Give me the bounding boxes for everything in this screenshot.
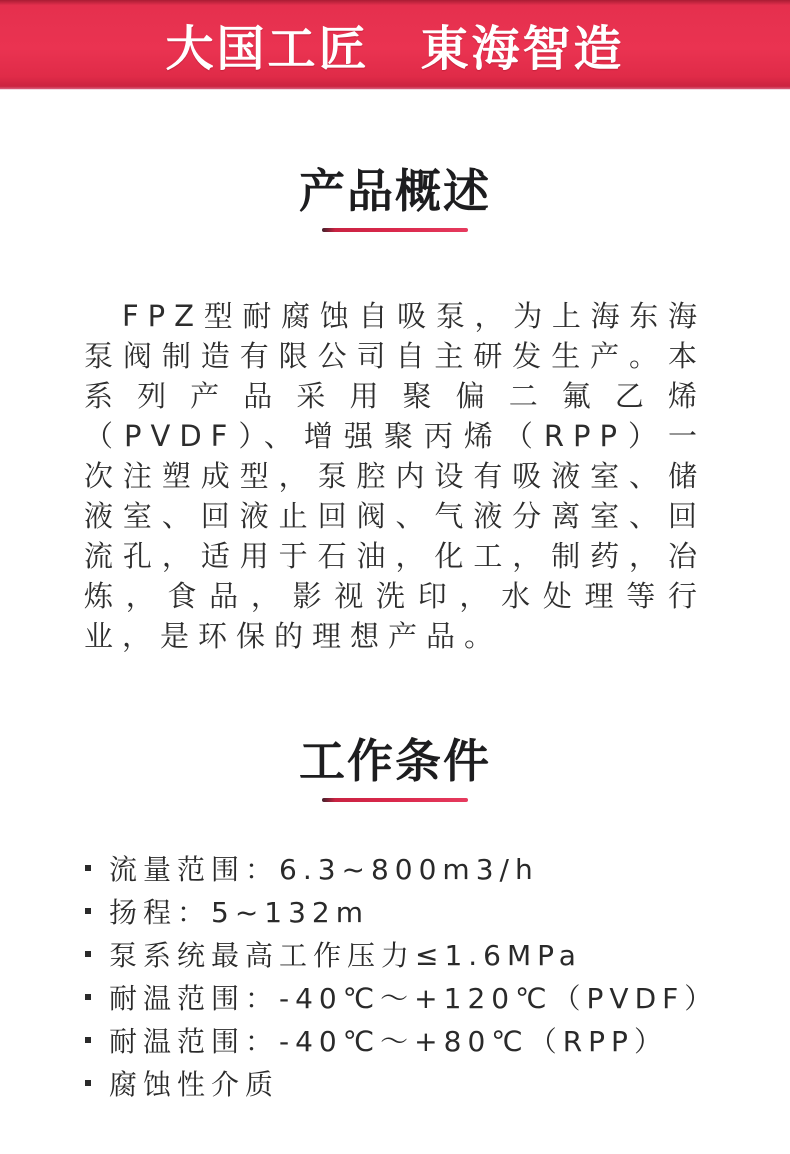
overview-paragraph: FPZ型耐腐蚀自吸泵，为上海东海泵阀制造有限公司自主研发生产。本系列产品采用聚偏二氟乙烯（PVDF）、增强聚丙烯（RPP）一次注塑成型，泵腔内设有吸液室、储液室、回液止回阀、气液分离室、回流孔，适用于石油，化工，制药，冶炼，食品，影视洗印，水处理等行业，是环保的理想产品。 xyxy=(84,299,706,653)
bullet-icon xyxy=(85,908,91,914)
bullet-icon xyxy=(85,994,91,1000)
bullet-icon xyxy=(85,1080,91,1086)
section-conditions xyxy=(0,656,790,1104)
header-banner xyxy=(0,0,790,90)
bullet-icon xyxy=(85,865,91,871)
condition-text: 扬程：5~132m xyxy=(109,895,369,929)
condition-item xyxy=(85,1061,725,1104)
condition-item xyxy=(85,932,725,975)
overview-title-underline xyxy=(322,228,468,232)
condition-item xyxy=(85,889,725,932)
conditions-list xyxy=(85,846,725,1104)
overview-title: 产品概述 xyxy=(299,164,491,218)
condition-text: 耐温范围：-40℃～+80℃（RPP） xyxy=(109,1024,668,1058)
conditions-title-underline xyxy=(322,798,468,802)
bullet-icon xyxy=(85,951,91,957)
banner-title: 大国工匠 東海智造 xyxy=(165,21,625,77)
section-overview xyxy=(0,90,790,656)
condition-item xyxy=(85,846,725,889)
condition-item xyxy=(85,975,725,1018)
bullet-icon xyxy=(85,1037,91,1043)
condition-text: 流量范围：6.3~800m3/h xyxy=(109,852,539,886)
condition-text: 泵系统最高工作压力≤1.6MPa xyxy=(109,938,582,972)
conditions-title: 工作条件 xyxy=(299,734,491,788)
condition-text: 腐蚀性介质 xyxy=(109,1067,280,1101)
condition-item xyxy=(85,1018,725,1061)
condition-text: 耐温范围：-40℃～+120℃（PVDF） xyxy=(109,981,719,1015)
